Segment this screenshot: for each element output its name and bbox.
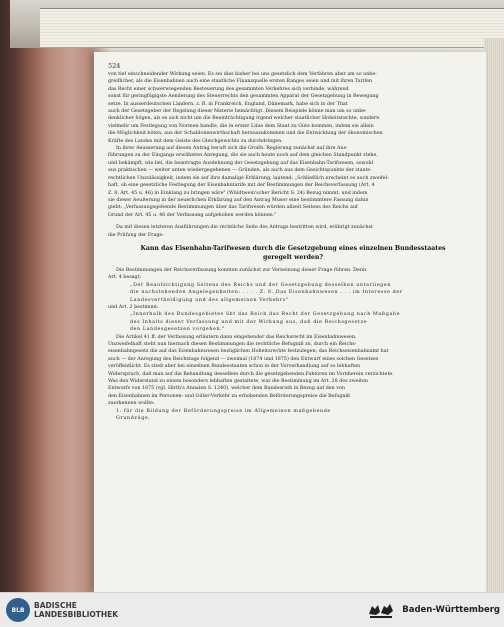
text-line: den Landesgesetzen vorgehen." xyxy=(130,327,226,333)
text-line: eisenbahngesetz die auf das Eisenbahnwesen bezüglichen Hoheitsrechte festzulegen; das Reichseisenbahnamt hat xyxy=(108,349,389,355)
text-line: Grundzüge, xyxy=(116,416,151,422)
text-line: auch — der Anregung des Reichstags folgend — zweimal (1874 und 1875) den Entwurf eines solchen Gesetzes xyxy=(108,356,379,362)
book-page xyxy=(94,52,486,592)
text-line: Kann das Eisenbahn-Tarifwesen durch die Gesetzgebung eines einzelnen Bundesstaates xyxy=(140,244,446,252)
text-line: Landesvertheidigung und des allgemeinen Verkehrs" xyxy=(130,297,289,303)
text-line: haft, ob eine gesetzliche Festlegung der Eisenbahntarife mit der Bestimmungen der Reichsverfassung (Art. 4 xyxy=(108,183,375,189)
text-line: Die Bestimmungen der Reichsverfassung konnten zunächst zur Verneinung dieser Frage führen. Denn xyxy=(116,267,367,273)
paragraph-1 xyxy=(108,71,478,145)
text-line: des Inhalts dieser Verfassung und mit der Wirkung aus, daß die Reichsgesetze xyxy=(130,319,368,325)
text-line: Die Artikel 41 ff. der Verfassung erläutern dann eingehender das Reichsrecht im Eisenbahnwesen. xyxy=(116,334,357,340)
text-line: Unzweifelhaft steht nun hiernach diesen Bestimmungen die rechtliche Befugniß zu, durch ein Reichs- xyxy=(108,342,357,347)
paragraph-2 xyxy=(108,145,478,219)
text-line: Art. 4 besagt: xyxy=(108,275,142,281)
text-line: veröffentlicht. Es stieß aber bei einzelnen Bundesstaaten schon in der Vorverhandlung auf so lebhaften xyxy=(108,364,361,370)
text-line: Da mit diesen letzteren Ausführungen die rechtliche Seite des Antrags bestritten wird, erübrigt zunächst xyxy=(116,225,373,231)
footer-bar xyxy=(0,592,504,627)
text-line: und bekämpft, wie bei, die beantragte Ausdehnung der Gesetzgebung auf das Eisenbahn-Tarifwesen, sowohl xyxy=(108,160,374,166)
paragraph-5 xyxy=(108,334,478,408)
text-line: sie dieser Aeußerung in der neuerlichen Erklärung auf den Antrag Muser eine bestimmtere Fassung dahin xyxy=(108,197,369,203)
text-line: die Prüfung der Frage: xyxy=(108,232,164,238)
text-line: von tief einschneidender Wirkung seien. Es sei dies bisher bei uns gesetzlich dem Verfahren aber am so unbe- xyxy=(108,72,377,77)
page-block-edge xyxy=(40,8,504,47)
paragraph-3 xyxy=(108,224,478,239)
text-line: Widerspruch, daß man auf die Behandlung desselben durch die gesetzgebenden Faktoren im Vornherein verzichtete. xyxy=(108,371,394,377)
quote-1 xyxy=(108,282,478,304)
text-line: den Eisenbahnen im Personen- und Güter-Verkehr zu erhebenden Beförderungspreise die Befugniß xyxy=(108,393,351,399)
library-name-line-2: LANDESBIBLIOTHEK xyxy=(34,610,119,619)
text-line: vielmehr um Festlegung von Normen handle, die in erster Linie dem Staat zu Gute kommen, indem sie allein xyxy=(108,123,374,129)
paragraph-4 xyxy=(108,267,478,282)
quote-2 xyxy=(108,311,478,333)
text-line: aus praktischen — weiter unten wiedergegebenen — Gründen, als auch aus dem Gesichtspunkte der staats- xyxy=(108,168,372,174)
lions-crest-icon xyxy=(366,600,396,620)
text-line: zuerkennen wollte: xyxy=(108,401,155,407)
text-line: führungen zu der Eingangs erwähnten Anregung, die sie auch heute noch auf dem gleichen Standpunkt stehe, xyxy=(108,153,378,159)
text-line: denklicher folgen, als es sich nicht um die Beeinträchtigung irgend welcher staatlicher Hoheitsrechte, sondern xyxy=(108,116,380,122)
page-number: 524 xyxy=(108,62,121,70)
paragraph-6 xyxy=(108,408,478,423)
library-name-line-1: BADISCHE xyxy=(34,601,77,610)
text-line: 1. für die Bildung der Beförderungspreise im Allgemeinen maßgebende xyxy=(116,408,331,414)
paragraph-mid xyxy=(108,304,478,311)
text-line: Kräfte des Landes mit dem Geiste des Gleichgewichts zu durchdringen. xyxy=(108,138,283,144)
section-heading xyxy=(108,244,478,262)
text-line: Grund der Art. 45 u. 46 der Verfassung aufgehoben werden können." xyxy=(108,212,277,218)
blb-logo-text: BLB xyxy=(11,606,25,614)
text-line: die nachstehenden Angelegenheiten: . . . . Z. 8. Das Eisenbahnwesen . . . im Interesse der xyxy=(130,290,403,296)
text-line: In ihrer Aeusserung auf diesen Antrag beruft sich die Großh. Regierung zunächst auf ihre Aus- xyxy=(116,146,348,152)
text-line: geregelt werden? xyxy=(263,253,323,261)
text-line: die Möglichkeit böten, aus der Schablonenwirthschaft herauszukommen und die Entwicklung der ökonomischen xyxy=(108,131,383,137)
library-name xyxy=(34,601,118,619)
text-line: Entwurfs von 1875 (vgl. Hirth's Annalen S. 1240), welcher dem Bundesrath in Bezug auf den von xyxy=(108,386,345,392)
page-text-area xyxy=(108,62,478,422)
text-line: sonst für geringfügigste Aenderung des Steuerrechts den gesammten Apparat der Gesetzgebung in Bewegung xyxy=(108,94,379,100)
text-line: giebt: „Verfassungsgebende Bestimmungen über das Tarifwesen würden allzeit Seitens des Reichs auf xyxy=(108,205,358,211)
text-line: greiflicher, als die Eisenbahnen auch eine staatliche Finanzquelle ersten Ranges seien und mit ihren Tarifen xyxy=(108,79,373,85)
text-line: auch der Gesetzgeber der Regelung dieser Materie bemächtigt. Diesem Beispiele könne man um so unbe- xyxy=(108,109,367,115)
text-line: „Der Beaufsichtigung Seitens des Reichs und der Gesetzgebung desselben unterliegen xyxy=(130,282,392,288)
text-line: Z. 8, Art. 45 u. 46) in Einklang zu bringen wäre" (Wüldtwein'scher Bericht S. 24) Bezug nimmt, und indem xyxy=(108,190,368,196)
bw-logo xyxy=(366,600,500,620)
text-line: „Innerhalb des Bundesgebietes übt das Reich das Recht der Gesetzgebung nach Maßgabe xyxy=(130,312,401,318)
region-label: Baden-Württemberg xyxy=(402,605,500,615)
blb-logo xyxy=(6,598,30,622)
text-line: rechtlichen Unzulässigkeit, indem sie auf ihre damalige Erklärung, lautend: „Schließlich erscheint es auch zweifel- xyxy=(108,175,389,181)
right-page-stack xyxy=(484,38,504,592)
text-line: Was den Widerstand zu einem besonders lebhaften gestaltete, war die Bestimmung im Art. 28 des zweiten xyxy=(108,379,368,385)
text-line: setze. In ausserdeutschen Ländern, z. B. in Frankreich, England, Dänemark, habe sich in der That xyxy=(108,101,348,107)
text-line: das Recht einer schwerwiegenden Besteuerung des gesammten Verkehres sich verbinde, während xyxy=(108,86,349,92)
text-line: und Art. 2 bestimmt: xyxy=(108,304,159,310)
